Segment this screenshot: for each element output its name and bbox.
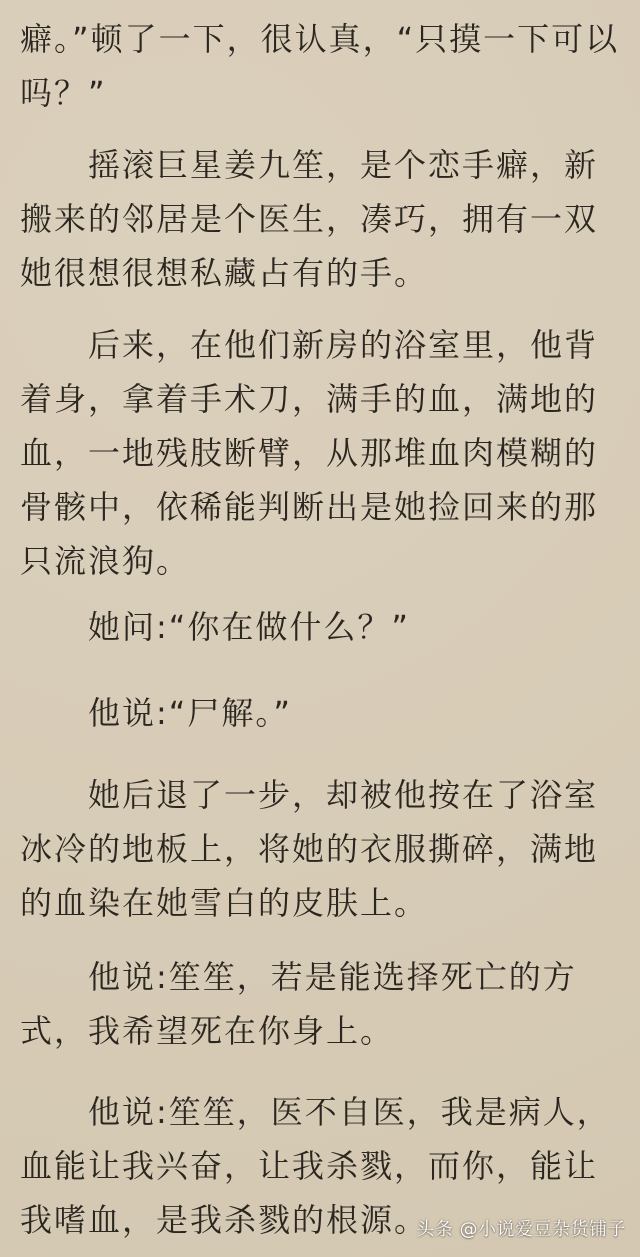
paragraph-5: 他说:“尸解。” (20, 694, 292, 732)
paragraph-3: 后来，在他们新房的浴室里，他背着身，拿着手术刀，满手的血，满地的血，一地残肢断臂，从那堆血肉模糊的骨骸中，依稀能判断出是她捡回来的那只流浪狗。 (20, 326, 599, 580)
paragraph-2: 摇滚巨星姜九笙，是个恋手癖，新搬来的邻居是个医生，凑巧，拥有一双她很想很想私藏占有的手。 (20, 146, 599, 292)
paragraph-7: 他说:笙笙，若是能选择死亡的方式，我希望死在你身上。 (20, 958, 577, 1050)
watermark-label: 头条 @小说爱豆杂货铺子 (416, 1219, 626, 1240)
paragraph-1: 癖。”顿了一下，很认真，“只摸一下可以吗？” (20, 20, 620, 112)
paragraph-4: 她问:“你在做什么？” (20, 608, 410, 646)
paragraph-8: 他说:笙笙，医不自医，我是病人，血能让我兴奋，让我杀戮，而你，能让我嗜血，是我杀戮的根源。 (20, 1093, 611, 1239)
paragraph-6: 她后退了一步，却被他按在了浴室冰冷的地板上，将她的衣服撕碎，满地的血染在她雪白的皮肤上。 (20, 776, 599, 922)
